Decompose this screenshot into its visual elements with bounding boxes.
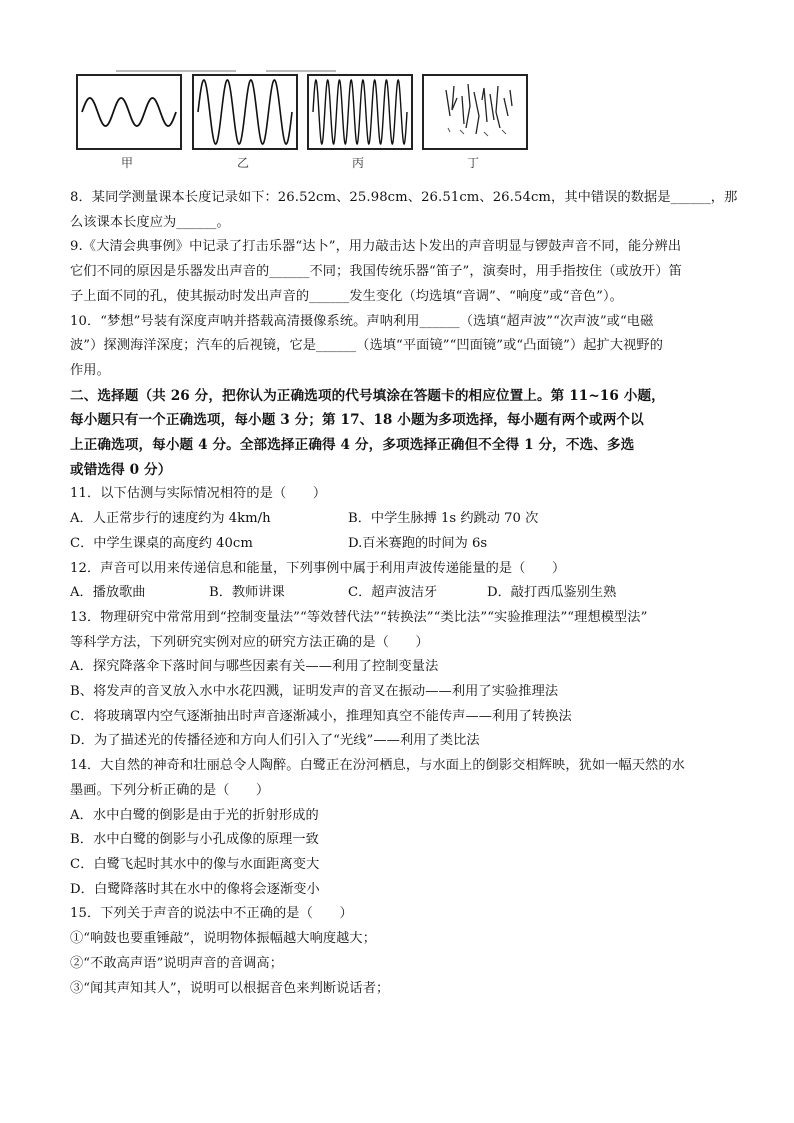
waveform-jia: [76, 74, 182, 150]
question-14-line-2: 墨画。下列分析正确的是（ ）: [70, 782, 270, 798]
waveform-jia-graphic: [78, 76, 180, 148]
waveform-ding: [422, 74, 528, 150]
question-9-line-1: 9.《大清会典事例》中记录了打击乐器“达卜”，用力敲击达卜发出的声音明显与锣鼓声音不同，能分辨出: [70, 239, 682, 255]
question-11-option-c: C．中学生课桌的高度约 40cm: [70, 535, 253, 551]
scan-mark: [116, 70, 236, 72]
question-12-option-a: A．播放歌曲: [70, 585, 146, 601]
waveform-label-yi: 乙: [236, 156, 249, 170]
section-2-heading-line-3: 上正确选项，每小题 4 分。全部选择正确得 4 分，多项选择正确但不全得 1 分，不选、多选: [70, 437, 635, 454]
question-12: 12．声音可以用来传递信息和能量，下列事例中属于利用声波传递能量的是（ ）: [70, 560, 566, 576]
question-13-option-d: D．为了描述光的传播径迹和方向人们引入了“光线”——利用了类比法: [70, 733, 480, 749]
question-13-option-a: A．探究降落伞下落时间与哪些因素有关——利用了控制变量法: [70, 659, 439, 675]
question-15-statement-3: ③“闻其声知其人”，说明可以根据音色来判断说话者；: [70, 980, 390, 996]
waveform-ding-graphic: [424, 76, 526, 148]
question-11-option-a: A．人正常步行的速度约为 4km/h: [70, 511, 271, 527]
question-13-line-1: 13．物理研究中常常用到“控制变量法”“等效替代法”“转换法”“类比法”“实验推理法”“理想模型法”: [70, 609, 648, 625]
section-2-heading-line-2: 每小题只有一个正确选项，每小题 3 分；第 17、18 小题为多项选择，每小题有两个或两个以: [70, 412, 644, 429]
question-10-line-1: 10．“梦想”号装有深度声呐并搭载高清摄像系统。声呐利用______（选填“超声波”“次声波”或“电磁: [70, 313, 654, 329]
question-12-option-d: D．敲打西瓜鉴别生熟: [487, 585, 617, 601]
question-11-options-row-1: [70, 507, 732, 532]
question-9-line-3: 子上面不同的孔，使其振动时发出声音的______发生变化（均选填“音调”、“响度”或“音色”）。: [70, 288, 623, 304]
question-11: 11．以下估测与实际情况相符的是（ ）: [70, 486, 327, 502]
question-14-option-a: A．水中白鹭的倒影是由于光的折射形成的: [70, 807, 319, 823]
question-11-options-row-2: [70, 532, 732, 557]
question-11-option-d: D.百米赛跑的时间为 6s: [348, 535, 488, 551]
question-15: 15．下列关于声音的说法中不正确的是（ ）: [70, 906, 353, 922]
question-11-option-b: B．中学生脉搏 1s 约跳动 70 次: [348, 511, 539, 527]
question-10-line-2: 波”）探测海洋深度；汽车的后视镜，它是______（选填“平面镜”“凹面镜”或“凸面镜”）起扩大视野的: [70, 338, 663, 354]
exam-body: [70, 186, 738, 1001]
waveform-yi: [192, 74, 298, 150]
section-2-heading-line-1: 二、选择题（共 26 分，把你认为正确选项的代号填涂在答题卡的相应位置上。第 11~16 小题，: [70, 387, 665, 404]
waveform-yi-graphic: [194, 76, 296, 148]
waveform-bing: [307, 74, 413, 150]
question-8-line-1: 8．某同学测量课本长度记录如下：26.52cm、25.98cm、26.51cm、26.54cm，其中错误的数据是______，那: [70, 190, 738, 205]
question-14-line-1: 14．大自然的神奇和壮丽总令人陶醉。白鹭正在汾河栖息，与水面上的倒影交相辉映，犹如一幅天然的水: [70, 758, 685, 774]
waveform-bing-graphic: [309, 76, 411, 148]
question-9-line-2: 它们不同的原因是乐器发出声音的______不同；我国传统乐器“笛子”，演奏时，用手指按住（或放开）笛: [70, 264, 682, 280]
question-8-line-2: 么该课本长度应为______。: [70, 214, 230, 230]
question-12-options: [70, 581, 732, 606]
question-10-line-3: 作用。: [70, 362, 110, 378]
question-15-statement-1: ①“响鼓也要重锤敲”，说明物体振幅越大响度越大；: [70, 931, 377, 947]
waveform-figures: [76, 70, 536, 170]
section-2-heading-line-4: 或错选得 0 分）: [70, 461, 172, 478]
question-12-option-c: C．超声波洁牙: [348, 585, 438, 601]
waveform-label-bing: 丙: [351, 156, 364, 170]
scan-mark: [266, 70, 336, 72]
question-14-option-b: B．水中白鹭的倒影与小孔成像的原理一致: [70, 832, 319, 848]
question-15-statement-2: ②“不敢高声语”说明声音的音调高；: [70, 955, 283, 971]
question-13-option-c: C．将玻璃罩内空气逐渐抽出时声音逐渐减小，推理知真空不能传声——利用了转换法: [70, 708, 572, 724]
question-12-option-b: B．教师讲课: [209, 585, 285, 601]
waveform-label-jia: 甲: [120, 156, 133, 170]
question-14-option-d: D．白鹭降落时其在水中的像将会逐渐变小: [70, 881, 320, 897]
question-13-option-b: B、将发声的音叉放入水中水花四溅，证明发声的音叉在振动——利用了实验推理法: [70, 684, 559, 700]
question-13-line-2: 等科学方法，下列研究实例对应的研究方法正确的是（ ）: [70, 634, 429, 650]
waveform-label-ding: 丁: [466, 156, 479, 170]
question-14-option-c: C．白鹭飞起时其水中的像与水面距离变大: [70, 856, 320, 872]
